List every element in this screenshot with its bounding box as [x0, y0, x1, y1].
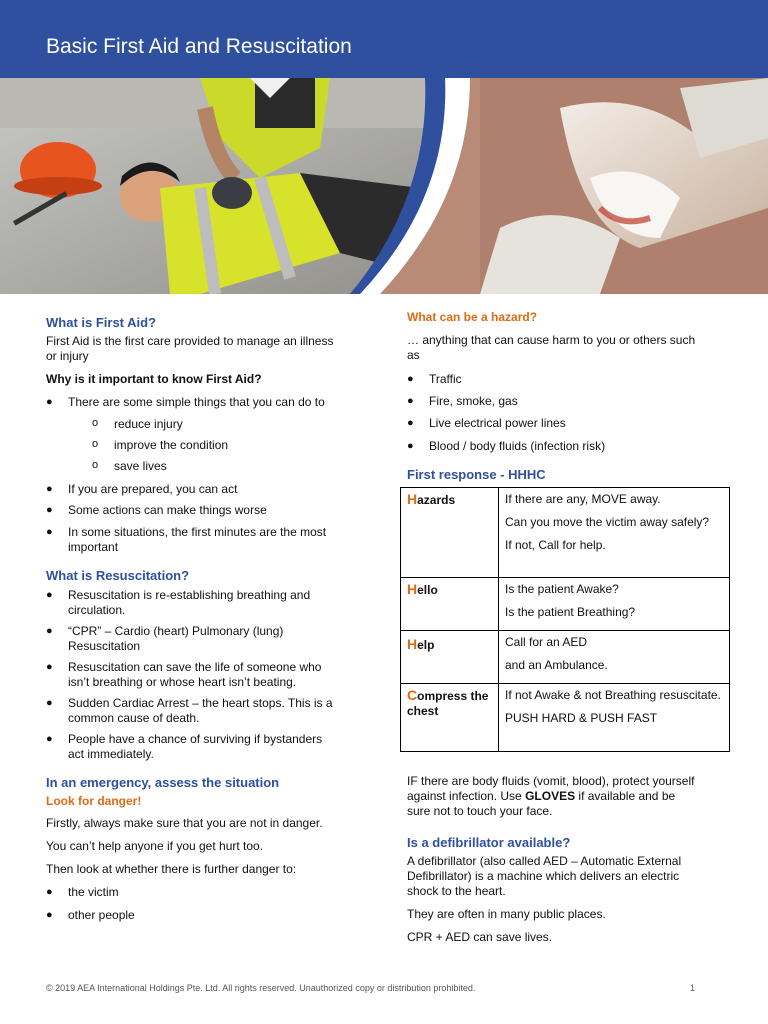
list-item: [46, 696, 376, 726]
bullet-icon: ●: [46, 625, 53, 637]
hhhc-action-line: Is the patient Breathing?: [505, 605, 636, 619]
emergency-line: You can’t help anyone if you get hurt too.: [46, 839, 264, 853]
list-item-text: isn’t breathing or whose heart isn’t beating.: [68, 675, 297, 689]
fluids-line2-text: against infection. Use: [407, 789, 526, 803]
hhhc-action-line: PUSH HARD & PUSH FAST: [505, 711, 658, 725]
hhhc-key: [401, 631, 499, 684]
list-item-text: act immediately.: [68, 747, 154, 761]
bullet-icon: ●: [46, 483, 53, 495]
fluids-line3: sure not to touch your face.: [407, 804, 553, 818]
list-item-text: Sudden Cardiac Arrest – the heart stops. This is a: [68, 696, 333, 710]
bullet-icon: ●: [407, 440, 414, 452]
hhhc-action: [499, 578, 730, 631]
fluids-line1: IF there are body fluids (vomit, blood), protect yourself: [407, 774, 695, 788]
bullet-icon: ●: [407, 417, 414, 429]
hhhc-key-rest: azards: [417, 493, 456, 507]
list-item: [46, 525, 376, 555]
hhhc-key-letter: H: [407, 491, 418, 507]
hhhc-action: [499, 684, 730, 752]
first-aid-definition-line2: or injury: [46, 349, 89, 363]
defib-cpr-aed: CPR + AED can save lives.: [407, 930, 553, 944]
defib-text: A defibrillator (also called AED – Automatic External: [407, 854, 682, 868]
emergency-line: Firstly, always make sure that you are not in danger.: [46, 816, 323, 830]
what-is-first-aid-heading: What is First Aid?: [46, 315, 157, 330]
table-row: [401, 578, 730, 631]
hhhc-action: [499, 631, 730, 684]
bullet-icon: ●: [46, 697, 53, 709]
defibrillator-heading: Is a defibrillator available?: [407, 835, 571, 850]
hhhc-action-line: If not, Call for help.: [505, 538, 606, 552]
look-for-danger-subheading: Look for danger!: [46, 794, 142, 808]
hhhc-action-line: If there are any, MOVE away.: [505, 492, 661, 506]
page-title: Basic First Aid and Resuscitation: [46, 35, 352, 58]
circle-bullet-icon: o: [92, 438, 99, 450]
fluids-line2: [407, 789, 675, 804]
gloves-emphasis: GLOVES: [525, 789, 576, 803]
bullet-icon: ●: [407, 373, 414, 385]
bullet-icon: ●: [46, 886, 53, 898]
list-item-text: Fire, smoke, gas: [429, 394, 518, 408]
hhhc-action-line: Is the patient Awake?: [505, 582, 619, 596]
bullet-icon: ●: [407, 395, 414, 407]
list-item-text: Resuscitation is re-establishing breathing and: [68, 588, 311, 602]
list-item-text: common cause of death.: [68, 711, 200, 725]
hhhc-action-line: Can you move the victim away safely?: [505, 515, 710, 529]
sub-list-item-text: save lives: [114, 459, 167, 473]
list-item-text: “CPR” – Cardio (heart) Pulmonary (lung): [68, 624, 284, 638]
table-row: [401, 684, 730, 752]
bullet-icon: ●: [46, 396, 53, 408]
circle-bullet-icon: o: [92, 459, 99, 471]
list-item-text: other people: [68, 908, 135, 922]
list-item-text: important: [68, 540, 119, 554]
list-item-text: If you are prepared, you can act: [68, 482, 238, 496]
list-item-text: circulation.: [68, 603, 126, 617]
emergency-line: Then look at whether there is further danger to:: [46, 862, 297, 876]
hhhc-key: [401, 684, 499, 752]
sub-list-item-text: reduce injury: [114, 417, 183, 431]
hhhc-key-letter: C: [407, 687, 418, 703]
table-row: [401, 631, 730, 684]
hhhc-action-line: and an Ambulance.: [505, 658, 608, 672]
circle-bullet-icon: o: [92, 417, 99, 429]
why-important-heading: Why is it important to know First Aid?: [46, 372, 262, 386]
hhhc-heading: First response - HHHC: [407, 467, 546, 482]
bullet-icon: ●: [46, 526, 53, 538]
fluids-line2-tail: if available and be: [575, 789, 676, 803]
list-item: [46, 624, 376, 654]
bullet-icon: ●: [46, 504, 53, 516]
hhhc-action-line: Call for an AED: [505, 635, 588, 649]
hhhc-key-letter: H: [407, 636, 418, 652]
emergency-heading: In an emergency, assess the situation: [46, 775, 280, 790]
list-item-text: People have a chance of surviving if bystanders: [68, 732, 323, 746]
hhhc-key-rest: elp: [417, 638, 435, 652]
hazard-text-line1: … anything that can cause harm to you or others such: [407, 333, 696, 347]
page-number: 1: [690, 983, 696, 993]
hero-illustration: [0, 78, 768, 294]
list-item-text: Resuscitation can save the life of someone who: [68, 660, 322, 674]
defib-public-places: They are often in many public places.: [407, 907, 606, 921]
hhhc-key-rest: ompress the chest: [407, 689, 489, 718]
list-item: [46, 732, 376, 762]
page-header: [0, 0, 768, 78]
list-item: [46, 588, 376, 618]
bullet-icon: ●: [46, 909, 53, 921]
what-is-resuscitation-heading: What is Resuscitation?: [46, 568, 190, 583]
defib-text: Defibrillator) is a machine which delivers an electric: [407, 869, 680, 883]
hhhc-key: [401, 488, 499, 578]
first-aid-definition-line1: First Aid is the first care provided to manage an illness: [46, 334, 334, 348]
defib-text: shock to the heart.: [407, 884, 506, 898]
list-item-text: the victim: [68, 885, 119, 899]
list-item-text: Traffic: [429, 372, 462, 386]
list-item-text: Some actions can make things worse: [68, 503, 267, 517]
bullet-icon: ●: [46, 733, 53, 745]
hazard-heading: What can be a hazard?: [407, 310, 538, 324]
table-row: [401, 488, 730, 578]
bullet-icon: ●: [46, 661, 53, 673]
list-item-text: Blood / body fluids (infection risk): [429, 439, 606, 453]
hhhc-action: [499, 488, 730, 578]
list-item-text: In some situations, the first minutes are the most: [68, 525, 327, 539]
footer-copyright: © 2019 AEA International Holdings Pte. Ltd. All rights reserved. Unauthorized copy or distribution prohibited.: [46, 983, 476, 993]
sub-list-item-text: improve the condition: [114, 438, 229, 452]
bullet-icon: ●: [46, 589, 53, 601]
list-item-text: Resuscitation: [68, 639, 141, 653]
hhhc-action-line: If not Awake & not Breathing resuscitate.: [505, 688, 721, 702]
hhhc-key-rest: ello: [417, 583, 438, 597]
list-item: [46, 660, 376, 690]
hazard-text-line2: as: [407, 348, 420, 362]
hhhc-key-letter: H: [407, 581, 418, 597]
list-item-text: There are some simple things that you can do to: [68, 395, 325, 409]
list-item-text: Live electrical power lines: [429, 416, 566, 430]
hhhc-table: [400, 487, 730, 752]
hhhc-key: [401, 578, 499, 631]
hero-photo: [0, 78, 768, 294]
